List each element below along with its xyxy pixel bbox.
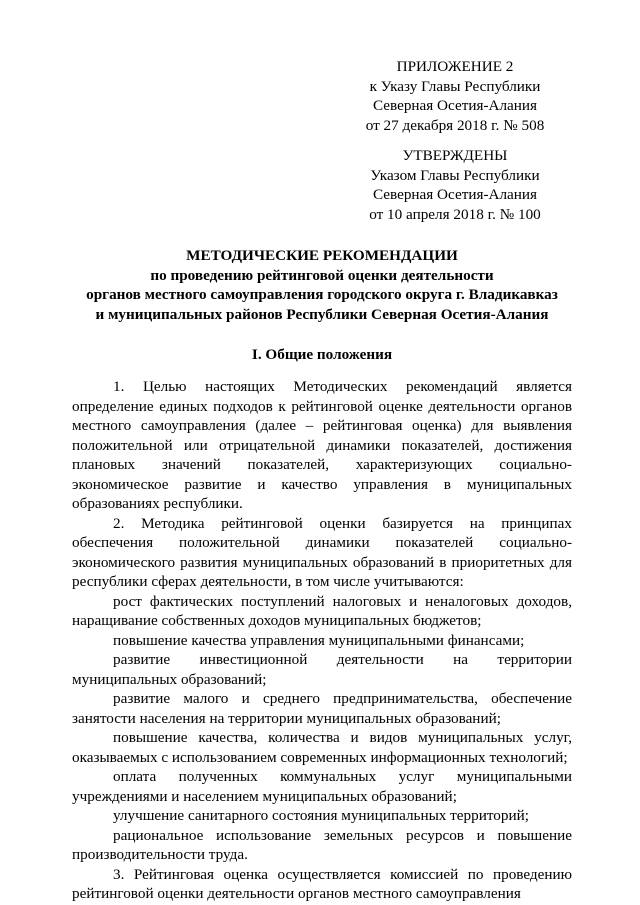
appendix-title: ПРИЛОЖЕНИЕ 2: [396, 58, 514, 75]
paragraph-3: 3. Рейтинговая оценка осуществляется комиссией по проведению рейтинговой оценки деятельности органов местного самоуправления: [72, 865, 572, 902]
paragraph-2: 2. Методика рейтинговой оценки базируется на принципах обеспечения положительной динамики показателей социально-экономического развития муниципальных образований в приоритетных для республики сферах деятельности, в том числе учитываются:: [72, 514, 572, 590]
list-item: развитие инвестиционной деятельности на территории муниципальных образований;: [72, 651, 572, 688]
appendix-block: [330, 57, 580, 135]
list-item: повышение качества, количества и видов муниципальных услуг, оказываемых с использованием современных информационных технологий;: [72, 729, 572, 766]
list-item: рациональное использование земельных ресурсов и повышение производительности труда.: [72, 826, 572, 863]
appendix-line: к Указу Главы Республики: [369, 77, 541, 95]
approved-block: [330, 146, 580, 224]
appendix-date: от 27 декабря 2018 г. № 508: [365, 116, 545, 134]
title-line: органов местного самоуправления городского округа г. Владикавказ: [86, 286, 558, 303]
approved-line: Северная Осетия-Алания: [372, 186, 538, 203]
list-item: развитие малого и среднего предпринимательства, обеспечение занятости населения на территории муниципальных образований;: [72, 690, 572, 727]
title-line: МЕТОДИЧЕСКИЕ РЕКОМЕНДАЦИИ: [186, 247, 458, 264]
list-item: рост фактических поступлений налоговых и неналоговых доходов, наращивание собственных доходов муниципальных бюджетов;: [72, 592, 572, 629]
section-heading: I. Общие положения: [251, 346, 393, 363]
paragraph-1: 1. Целью настоящих Методических рекомендаций является определение единых подходов к рейтинговой оценке деятельности органов местного самоуправления (далее – рейтинговая оценка) для выявления положительной или отрицательной динамики показателей, достижения плановых значений показателей, характеризующих социально-экономическое развитие и качество управления в муниципальных образованиях республики.: [72, 378, 572, 512]
title-line: и муниципальных районов Республики Северная Осетия-Алания: [95, 305, 549, 323]
appendix-line: Северная Осетия-Алания: [372, 97, 538, 114]
list-item: повышение качества управления муниципальными финансами;: [113, 631, 525, 649]
approved-date: от 10 апреля 2018 г. № 100: [369, 205, 541, 223]
approved-line: Указом Главы Республики: [370, 166, 540, 184]
list-item: улучшение санитарного состояния муниципальных территорий;: [113, 807, 529, 824]
document-body: [72, 377, 572, 904]
document-title: [72, 246, 572, 324]
approved-title: УТВЕРЖДЕНЫ: [402, 147, 508, 164]
title-line: по проведению рейтинговой оценки деятельности: [150, 266, 494, 284]
list-item: оплата полученных коммунальных услуг муниципальными учреждениями и населением муниципальных образований;: [72, 768, 572, 805]
